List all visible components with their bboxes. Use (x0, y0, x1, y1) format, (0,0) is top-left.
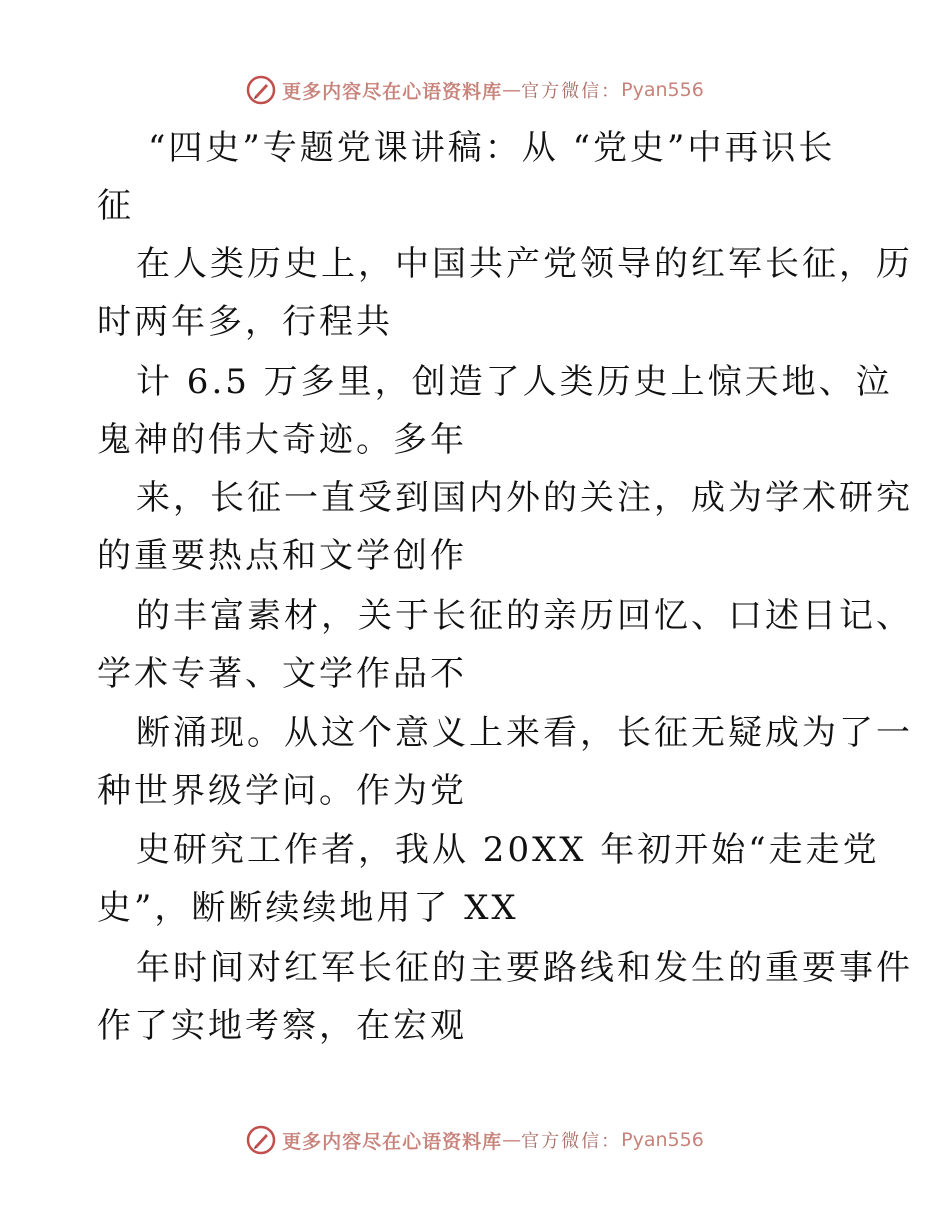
paragraph-line: 史”，断断续续地用了 XX (97, 888, 519, 928)
watermark-dash: — (502, 79, 522, 101)
paragraph-line: 的重要热点和文学创作 (97, 536, 467, 576)
watermark-official-label: 官方微信： (521, 1131, 622, 1152)
watermark-brand: 更多内容尽在心语资料库 (282, 80, 503, 103)
watermark-official-label: 官方微信： (521, 81, 622, 102)
paragraph-line: 计 6.5 万多里，创造了人类历史上惊天地、泣 (136, 362, 893, 402)
watermark-wechat-id: Pyan556 (621, 79, 704, 101)
paragraph-line: 的丰富素材，关于长征的亲历回忆、口述日记、 (136, 596, 913, 636)
watermark-wechat-id: Pyan556 (621, 1129, 704, 1151)
header-watermark (0, 70, 950, 110)
paragraph-line: 鬼神的伟大奇迹。多年 (97, 420, 467, 460)
paragraph-line: 学术专著、文学作品不 (97, 654, 467, 694)
paragraph-line: 种世界级学问。作为党 (97, 771, 467, 811)
pen-logo-icon (246, 75, 276, 105)
document-title-line-1: “四史”专题党课讲稿：从 “党史”中再识长 (148, 128, 836, 168)
watermark-dash: — (502, 1129, 522, 1151)
paragraph-line: 史研究工作者，我从 20XX 年初开始“走走党 (136, 830, 880, 870)
paragraph-line: 年时间对红军长征的主要路线和发生的重要事件 (136, 948, 913, 988)
paragraph-line: 来，长征一直受到国内外的关注，成为学术研究 (136, 478, 913, 518)
paragraph-line: 时两年多，行程共 (97, 302, 393, 342)
paragraph-line: 断涌现。从这个意义上来看，长征无疑成为了一 (136, 713, 913, 753)
paragraph-line: 作了实地考察，在宏观 (97, 1006, 467, 1046)
watermark-brand: 更多内容尽在心语资料库 (282, 1130, 503, 1153)
paragraph-line: 在人类历史上，中国共产党领导的红军长征，历 (136, 244, 913, 284)
document-title-line-2: 征 (97, 186, 134, 226)
pen-logo-icon (246, 1125, 276, 1155)
footer-watermark (0, 1120, 950, 1160)
